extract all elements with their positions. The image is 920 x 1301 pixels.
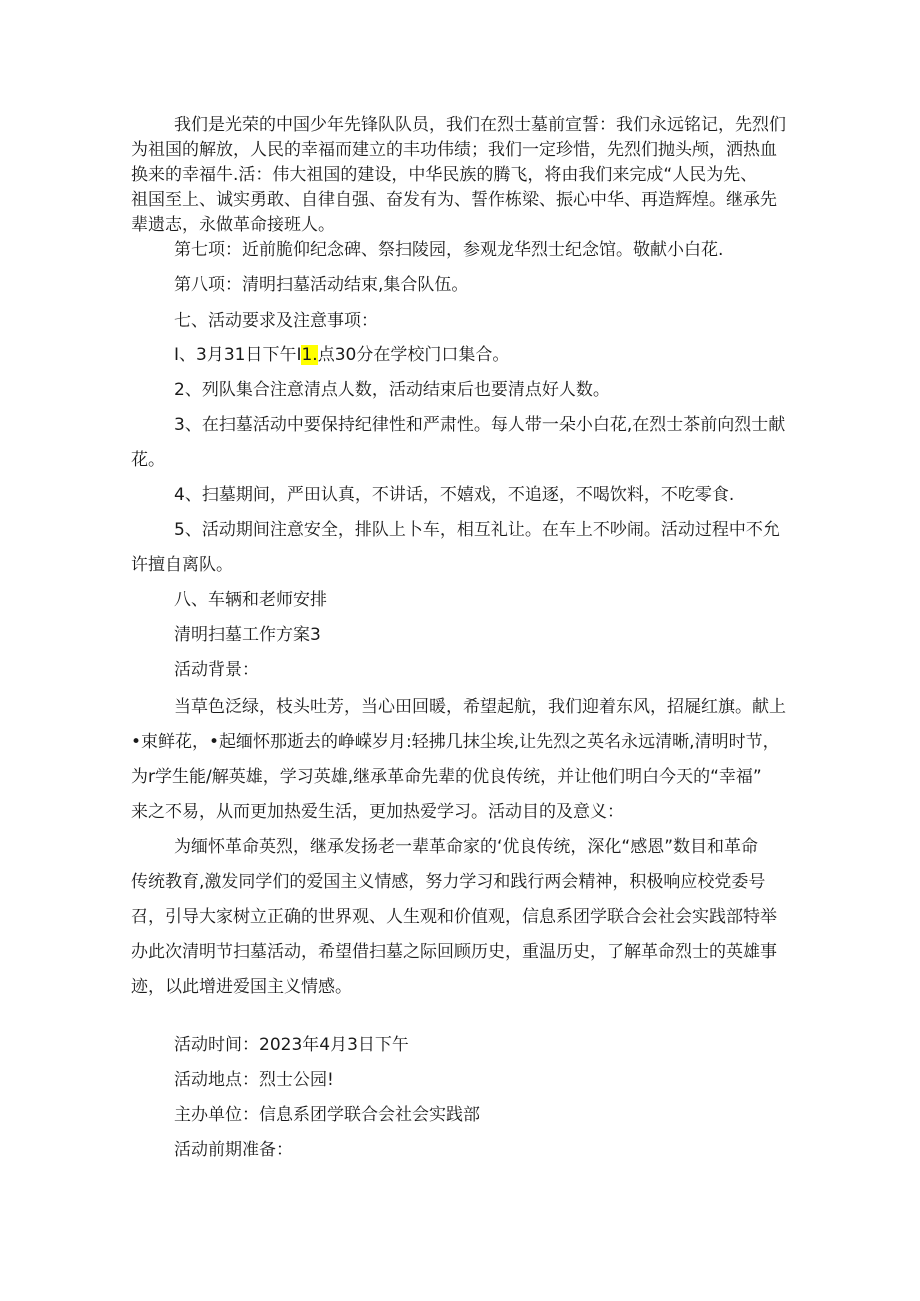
purpose-line-2: 传统教育,激发同学们的爱国主义情感，努力学习和践行两会精神，积极响应校党委号 (131, 872, 766, 892)
pledge-line-2: 为祖国的解放，人民的幸福而建立的丰功伟绩；我们一定珍惜，先烈们抛头颅，洒热血 (131, 140, 777, 160)
requirement-5-line-1: 5、活动期间注意安全，排队上卜车，相互礼让。在车上不吵闹。活动过程中不允 (174, 520, 780, 540)
background-line-1: 当草色泛绿，枝头吐芳，当心田回暖，希望起航，我们迎着东风，招屣红旗。献上 (174, 697, 786, 717)
requirement-1-end: 点30分在学校门口集合。 (317, 345, 510, 365)
requirement-4: 4、扫墓期间，严田认真，不讲话，不嬉戏，不追逐，不喝饮料，不吃零食. (174, 485, 735, 505)
plan-3-title: 清明扫墓工作方案3 (174, 625, 321, 645)
item-8: 第八项：清明扫墓活动结束,集合队伍。 (174, 275, 469, 295)
background-line-4: 来之不易，从而更加热爱生活，更加热爱学习。活动目的及意义： (131, 802, 624, 822)
background-line-2: •束鲜花，•起缅怀那逝去的峥嵘岁月:轻拂几抹尘埃,让先烈之英名永远清晰,清明时节， (131, 732, 780, 752)
activity-organizer: 主办单位：信息系团学联合会社会实践部 (174, 1105, 480, 1125)
activity-place: 活动地点：烈士公园! (174, 1070, 334, 1090)
background-label: 活动背景： (174, 660, 259, 680)
section-8-title: 八、车辆和老师安排 (174, 590, 327, 610)
highlighted-text: 1. (301, 345, 318, 365)
pledge-line-1: 我们是光荣的中国少年先锋队队员，我们在烈士墓前宣誓：我们永远铭记，先烈们 (174, 115, 786, 135)
pledge-line-3: 换来的幸福牛.活：伟大祖国的建设，中华民族的腾飞，将由我们来完成“人民为先、 (131, 165, 758, 185)
pledge-line-4: 祖国至上、诚实勇敢、自律自强、奋发有为、誓作栋梁、振心中华、再造辉煌。继承先 (131, 190, 777, 210)
purpose-line-1: 为缅怀革命英烈，继承发扬老一辈革命家的‘优良传统，深化“感恩”数目和革命 (174, 837, 759, 857)
pledge-line-5: 辈遗志，永做革命接班人。 (131, 215, 335, 235)
requirement-3-line-2: 花。 (131, 450, 165, 470)
requirement-3-line-1: 3、在扫墓活动中要保持纪律性和严肃性。每人带一朵小白花,在烈士茶前向烈士献 (174, 415, 786, 435)
section-7-title: 七、活动要求及注意事项： (174, 311, 378, 331)
item-7: 第七项：近前脆仰纪念碑、祭扫陵园，参观龙华烈士纪念馆。敬献小白花. (174, 240, 724, 260)
activity-time: 活动时间：2023年4月3日下午 (174, 1035, 409, 1055)
purpose-line-5: 迹，以此增进爱国主义情感。 (131, 977, 352, 997)
purpose-line-4: 办此次清明节扫墓活动，希望借扫墓之际回顾历史，重温历史，了解革命烈士的英雄事 (131, 942, 777, 962)
activity-preparation: 活动前期准备： (174, 1140, 293, 1160)
purpose-line-3: 召，引导大家树立正确的世界观、人生观和价值观，信息系团学联合会社会实践部特举 (131, 907, 777, 927)
requirement-2: 2、列队集合注意清点人数，活动结束后也要清点好人数。 (174, 380, 610, 400)
requirement-1 (174, 340, 509, 371)
background-line-3: 为r学生能/解英雄，学习英雄,继承革命先辈的优良传统，并让他们明白今天的“幸福” (131, 767, 762, 787)
requirement-1-start: I、3月31日下午I (174, 345, 302, 365)
requirement-5-line-2: 许擅自离队。 (131, 555, 233, 575)
